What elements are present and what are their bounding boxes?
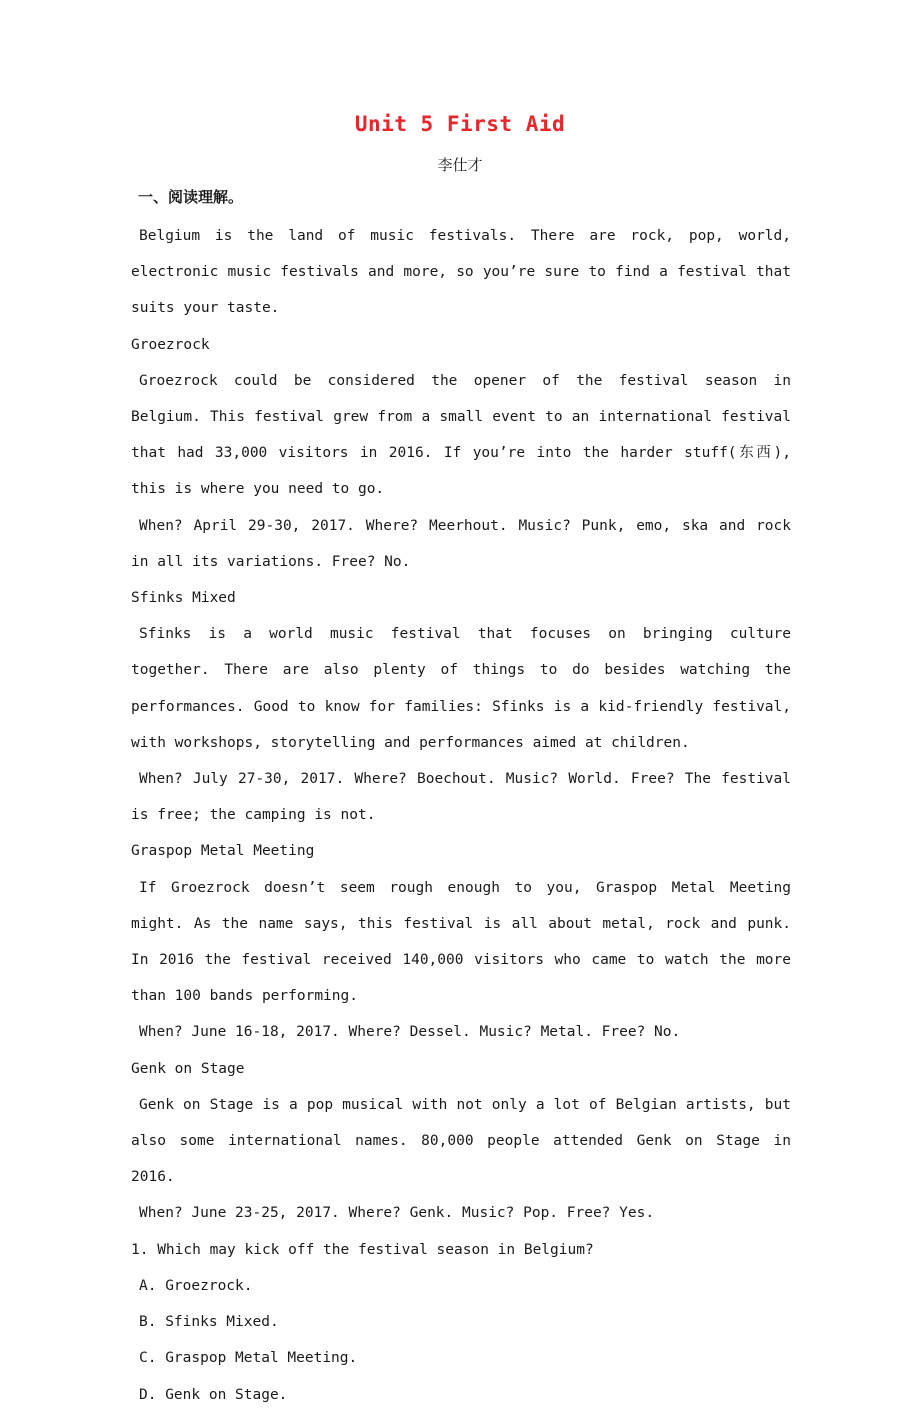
festival-description-genk: Genk on Stage is a pop musical with not only a lot of Belgian artists, but also some international names. 80,000 people attended Genk on Stage in 2016. xyxy=(131,1096,791,1186)
option-c: C. Graspop Metal Meeting. xyxy=(139,1350,358,1367)
document-title: Unit 5 First Aid xyxy=(354,112,566,136)
option-a: A. Groezrock. xyxy=(139,1277,253,1294)
festival-heading-groezrock: Groezrock xyxy=(131,336,210,353)
festival-details-genk: When? June 23-25, 2017. Where? Genk. Music? Pop. Free? Yes. xyxy=(139,1205,655,1222)
festival-details-sfinks: When? July 27-30, 2017. Where? Boechout. Music? World. Free? The festival is free; the camping is not. xyxy=(131,771,791,824)
author-name: 李仕才 xyxy=(437,156,483,174)
festival-details-groezrock: When? April 29-30, 2017. Where? Meerhout. Music? Punk, emo, ska and rock in all its variations. Free? No. xyxy=(131,517,791,570)
answer-options xyxy=(131,1268,791,1413)
festival-description-groezrock: Groezrock could be considered the opener of the festival season in Belgium. This festival grew from a small event to an international festival that had 33,000 visitors in 2016. If you’re into the harder stuff(东西), this is where you need to go. xyxy=(131,372,791,498)
question-stem: 1. Which may kick off the festival season in Belgium? xyxy=(131,1241,594,1258)
festival-heading-graspop: Graspop Metal Meeting xyxy=(131,843,315,860)
option-b: B. Sfinks Mixed. xyxy=(139,1314,279,1331)
festival-heading-sfinks: Sfinks Mixed xyxy=(131,590,236,607)
festival-description-sfinks: Sfinks is a world music festival that focuses on bringing culture together. There are also plenty of things to do besides watching the performances. Good to know for families: Sfinks is a kid-friendly festival, with workshops, storytelling and performances aimed at children. xyxy=(131,626,791,751)
passage-intro: Belgium is the land of music festivals. There are rock, pop, world, electronic music festivals and more, so you’re sure to find a festival that suits your taste. xyxy=(131,228,791,317)
reading-passage xyxy=(131,218,791,1413)
section-heading: 一、阅读理解。 xyxy=(138,188,244,206)
festival-heading-genk: Genk on Stage xyxy=(131,1060,245,1077)
option-d: D. Genk on Stage. xyxy=(139,1386,288,1403)
festival-description-graspop: If Groezrock doesn’t seem rough enough to you, Graspop Metal Meeting might. As the name says, this festival is all about metal, rock and punk. In 2016 the festival received 140,000 visitors who came to watch the more than 100 bands performing. xyxy=(131,879,791,1005)
festival-details-graspop: When? June 16-18, 2017. Where? Dessel. Music? Metal. Free? No. xyxy=(139,1024,681,1041)
